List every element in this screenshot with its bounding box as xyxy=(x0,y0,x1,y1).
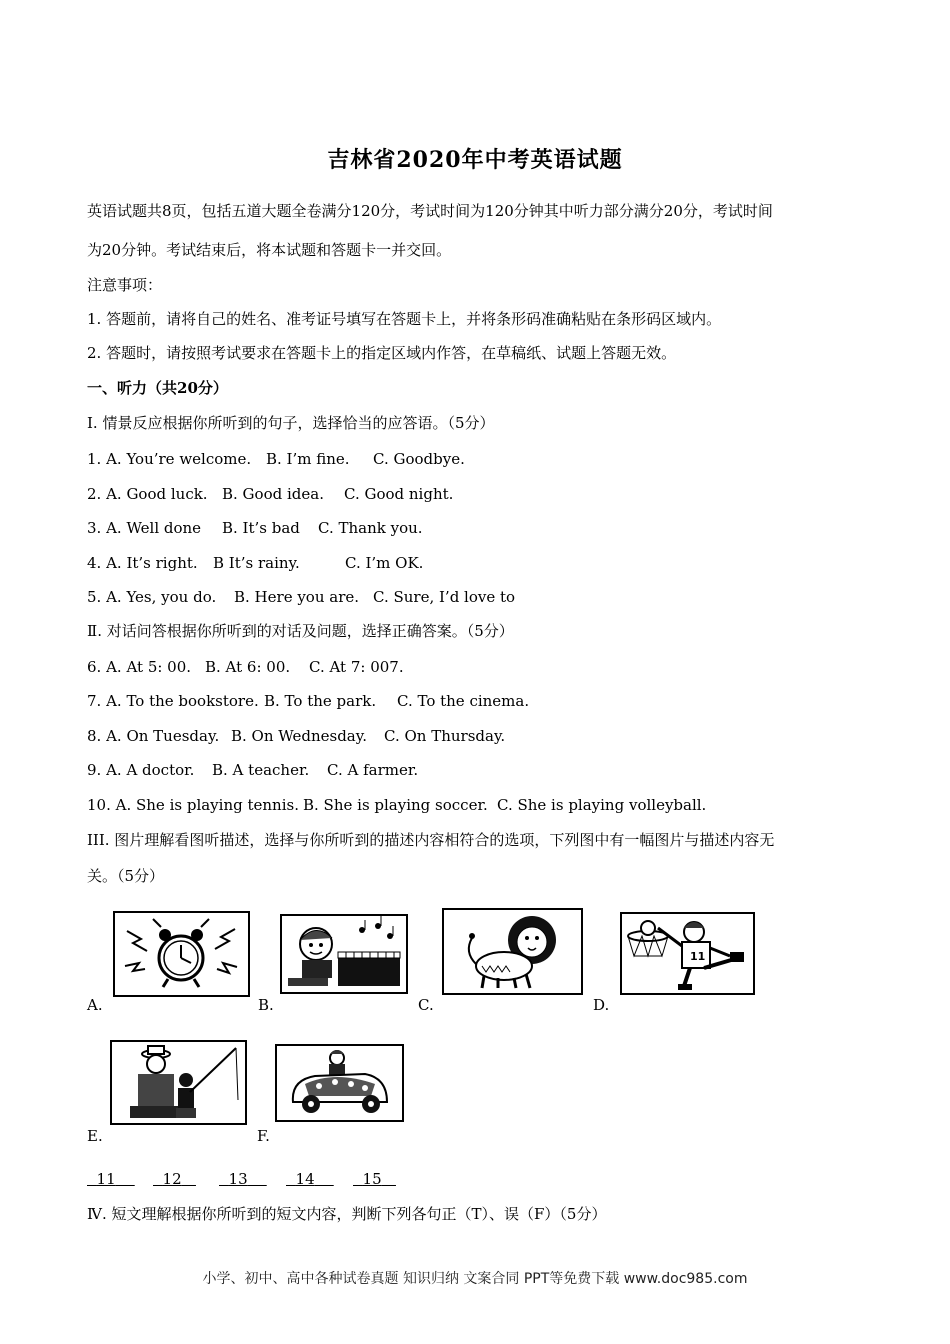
part3-heading-line-2: 关。（5分） xyxy=(87,867,165,885)
picture-fishing xyxy=(110,1040,247,1125)
question-option-c: C. At 7: 007. xyxy=(309,658,404,676)
part2-heading: Ⅱ. 对话问答根据你所听到的对话及问题，选择正确答案。（5分） xyxy=(87,622,514,640)
question-option-c: C. Thank you. xyxy=(318,519,423,537)
picture-basketball xyxy=(620,912,755,995)
question-row xyxy=(87,587,515,607)
question-option-b: B. I’m fine. xyxy=(266,450,350,468)
question-option-c: C. A farmer. xyxy=(327,761,419,779)
answer-blank-13 xyxy=(219,1170,267,1188)
question-option-b: B. A teacher. xyxy=(212,761,310,779)
question-row xyxy=(87,795,706,815)
answer-blank-14 xyxy=(286,1170,334,1188)
page-footer: 小学、初中、高中各种试卷真题 知识归纳 文案合同 PPT等免费下载 www.doc985.com xyxy=(202,1271,748,1287)
question-option-c: C. I’m OK. xyxy=(345,554,424,572)
picture-lion xyxy=(442,908,583,995)
question-option-b: B. On Wednesday. xyxy=(231,727,367,745)
question-option-a: 8. A. On Tuesday. xyxy=(87,727,220,745)
question-option-c: C. To the cinema. xyxy=(397,692,530,710)
page-title: 吉林省2020年中考英语试题 xyxy=(327,147,623,173)
question-option-a: 4. A. It’s right. xyxy=(87,554,198,572)
picture-label-a: A. xyxy=(87,996,103,1014)
question-option-a: 10. A. She is playing tennis. xyxy=(87,796,299,814)
question-option-c: C. Good night. xyxy=(344,485,454,503)
question-row xyxy=(87,657,404,677)
question-row xyxy=(87,449,465,469)
question-option-c: C. On Thursday. xyxy=(384,727,506,745)
question-row xyxy=(87,484,453,504)
question-row xyxy=(87,518,423,538)
intro-line-2: 为20分钟。考试结束后，将本试题和答题卡一并交回。 xyxy=(87,241,452,259)
part3-heading-line-1: III. 图片理解看图听描述，选择与你所听到的描述内容相符合的选项，下列图中有一幅图片与描述内容无 xyxy=(87,831,775,849)
answer-blank-number: 13 xyxy=(228,1170,248,1188)
picture-label-d: D. xyxy=(593,996,610,1014)
picture-label-b: B. xyxy=(258,996,274,1014)
answer-blank-number: 15 xyxy=(362,1170,382,1188)
answer-blank-number: 14 xyxy=(295,1170,315,1188)
question-option-a: 1. A. You’re welcome. xyxy=(87,450,252,468)
question-option-c: C. Goodbye. xyxy=(373,450,465,468)
picture-car xyxy=(275,1044,404,1122)
question-option-c: C. She is playing volleyball. xyxy=(497,796,707,814)
question-option-b: B. She is playing soccer. xyxy=(303,796,488,814)
note-item-2: 2. 答题时，请按照考试要求在答题卡上的指定区域内作答，在草稿纸、试题上答题无效。 xyxy=(87,344,677,362)
intro-line-1: 英语试题共8页，包括五道大题全卷满分120分，考试时间为120分钟其中听力部分满分20分，考试时间 xyxy=(87,202,773,220)
question-option-c: C. Sure, I’d love to xyxy=(373,588,516,606)
question-option-b: B. At 6: 00. xyxy=(205,658,291,676)
question-row xyxy=(87,726,505,746)
question-option-a: 9. A. A doctor. xyxy=(87,761,195,779)
picture-piano xyxy=(280,914,408,994)
part1-heading: Ⅰ. 情景反应根据你所听到的句子，选择恰当的应答语。（5分） xyxy=(87,414,495,432)
part4-heading: Ⅳ. 短文理解根据你所听到的短文内容，判断下列各句正（T）、误（F）（5分） xyxy=(87,1205,607,1223)
section-heading-listening: 一、听力（共20分） xyxy=(87,379,228,397)
picture-label-c: C. xyxy=(418,996,434,1014)
question-option-a: 7. A. To the bookstore. xyxy=(87,692,259,710)
question-option-a: 5. A. Yes, you do. xyxy=(87,588,217,606)
question-option-b: B. To the park. xyxy=(264,692,377,710)
question-option-a: 2. A. Good luck. xyxy=(87,485,208,503)
picture-alarm-clock xyxy=(113,911,250,997)
question-option-b: B It’s rainy. xyxy=(213,554,300,572)
question-row xyxy=(87,760,418,780)
question-option-b: B. Here you are. xyxy=(234,588,360,606)
question-row xyxy=(87,553,423,573)
svg-text:11: 11 xyxy=(690,950,706,963)
answer-blank-number: 12 xyxy=(162,1170,182,1188)
question-option-b: B. It’s bad xyxy=(222,519,300,537)
picture-label-e: E. xyxy=(87,1127,103,1145)
question-option-b: B. Good idea. xyxy=(222,485,324,503)
question-option-a: 6. A. At 5: 00. xyxy=(87,658,192,676)
picture-label-f: F. xyxy=(257,1127,270,1145)
answer-blank-number: 11 xyxy=(96,1170,116,1188)
answer-blank-12 xyxy=(153,1170,196,1188)
note-item-1: 1. 答题前，请将自己的姓名、准考证号填写在答题卡上，并将条形码准确粘贴在条形码区域内。 xyxy=(87,310,722,328)
answer-blank-15 xyxy=(353,1170,396,1188)
question-option-a: 3. A. Well done xyxy=(87,519,202,537)
question-row xyxy=(87,691,529,711)
notes-heading: 注意事项： xyxy=(87,276,163,294)
answer-blank-11 xyxy=(87,1170,135,1188)
